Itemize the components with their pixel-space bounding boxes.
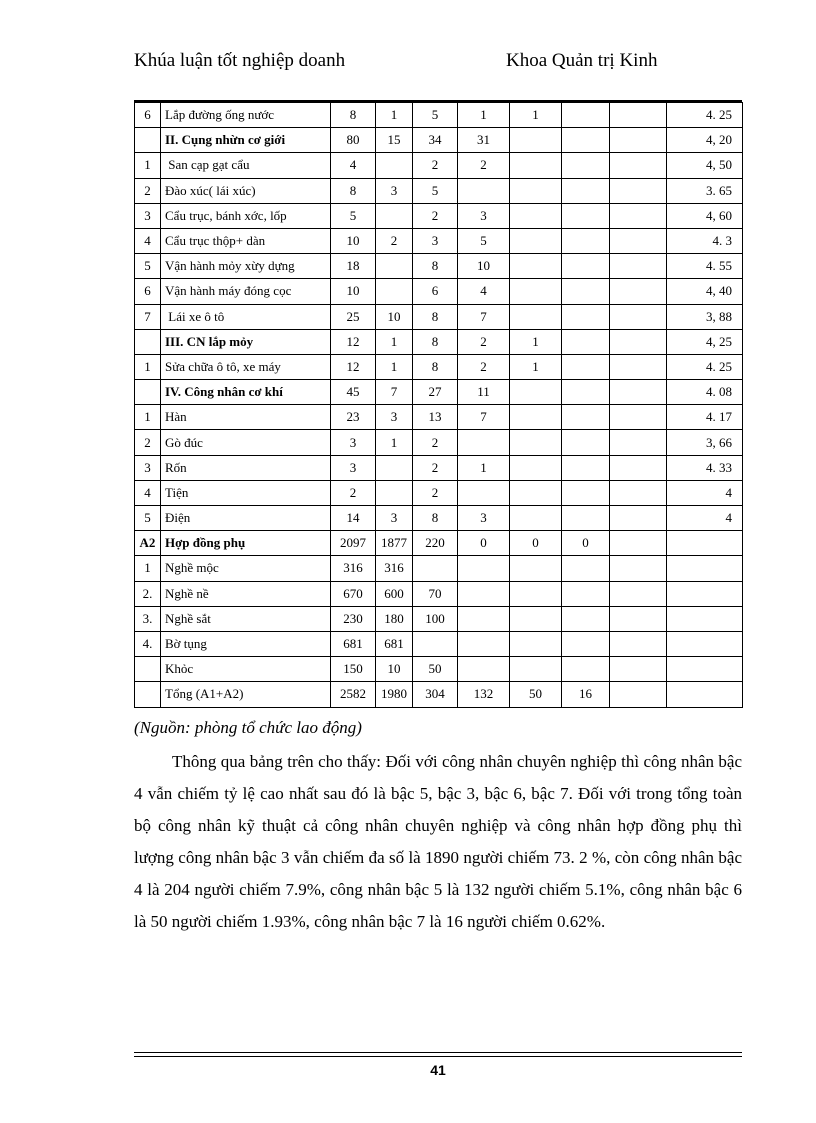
table-row xyxy=(135,203,743,228)
row-value-cell xyxy=(458,631,510,656)
row-name-cell: Cẩu trục thộp+ dàn xyxy=(161,228,331,253)
row-average-grade-cell: 4 xyxy=(667,506,743,531)
row-name-cell: Đào xúc( lái xúc) xyxy=(161,178,331,203)
row-value-cell: 7 xyxy=(458,405,510,430)
row-value-cell: 1 xyxy=(376,430,413,455)
row-number-cell: 2. xyxy=(135,581,161,606)
row-value-cell xyxy=(458,178,510,203)
row-value-cell: 1 xyxy=(458,103,510,128)
table-row xyxy=(135,304,743,329)
row-average-grade-cell: 4 xyxy=(667,480,743,505)
table-row xyxy=(135,354,743,379)
table-row xyxy=(135,178,743,203)
row-value-cell: 8 xyxy=(413,304,458,329)
row-average-grade-cell: 4. 33 xyxy=(667,455,743,480)
row-value-cell xyxy=(376,153,413,178)
row-value-cell xyxy=(458,556,510,581)
row-number-cell: 5 xyxy=(135,254,161,279)
row-value-cell xyxy=(562,430,610,455)
row-value-cell: 2097 xyxy=(331,531,376,556)
row-value-cell: 3 xyxy=(413,228,458,253)
row-value-cell: 1877 xyxy=(376,531,413,556)
row-value-cell: 1 xyxy=(510,354,562,379)
row-value-cell: 2 xyxy=(413,455,458,480)
row-number-cell: 2 xyxy=(135,178,161,203)
row-value-cell: 80 xyxy=(331,128,376,153)
row-value-cell: 681 xyxy=(376,631,413,656)
row-name-cell: Tiện xyxy=(161,480,331,505)
row-number-cell: 2 xyxy=(135,430,161,455)
row-value-cell xyxy=(510,430,562,455)
table-row xyxy=(135,531,743,556)
row-value-cell xyxy=(610,556,667,581)
row-number-cell: 5 xyxy=(135,506,161,531)
row-value-cell xyxy=(610,228,667,253)
row-value-cell xyxy=(562,657,610,682)
table-row xyxy=(135,329,743,354)
row-value-cell xyxy=(510,631,562,656)
row-value-cell xyxy=(510,304,562,329)
row-value-cell xyxy=(610,153,667,178)
row-value-cell xyxy=(510,279,562,304)
row-value-cell: 1 xyxy=(376,103,413,128)
row-value-cell: 304 xyxy=(413,682,458,707)
row-value-cell xyxy=(610,203,667,228)
row-name-cell: Gò đúc xyxy=(161,430,331,455)
row-name-cell: Nghề sắt xyxy=(161,606,331,631)
table-row xyxy=(135,455,743,480)
row-value-cell: 8 xyxy=(331,178,376,203)
row-value-cell: 132 xyxy=(458,682,510,707)
row-value-cell xyxy=(510,405,562,430)
row-value-cell xyxy=(510,380,562,405)
row-name-cell: Cẩu trục, bánh xớc, lốp xyxy=(161,203,331,228)
row-name-cell: Tổng (A1+A2) xyxy=(161,682,331,707)
row-value-cell xyxy=(458,480,510,505)
table-row xyxy=(135,506,743,531)
row-value-cell xyxy=(510,606,562,631)
row-value-cell xyxy=(458,581,510,606)
row-average-grade-cell: 4, 40 xyxy=(667,279,743,304)
table-row xyxy=(135,279,743,304)
row-name-cell: Hợp đồng phụ xyxy=(161,531,331,556)
row-value-cell xyxy=(610,581,667,606)
row-value-cell xyxy=(610,682,667,707)
row-value-cell xyxy=(610,128,667,153)
row-average-grade-cell: 4. 3 xyxy=(667,228,743,253)
row-value-cell: 34 xyxy=(413,128,458,153)
row-value-cell xyxy=(562,556,610,581)
row-average-grade-cell: 3, 88 xyxy=(667,304,743,329)
row-number-cell xyxy=(135,380,161,405)
row-value-cell xyxy=(562,203,610,228)
row-value-cell xyxy=(610,531,667,556)
table-row xyxy=(135,657,743,682)
row-average-grade-cell: 4. 25 xyxy=(667,354,743,379)
row-value-cell xyxy=(510,556,562,581)
row-value-cell xyxy=(458,606,510,631)
row-value-cell xyxy=(510,128,562,153)
row-number-cell: 3 xyxy=(135,455,161,480)
row-value-cell xyxy=(610,430,667,455)
row-value-cell xyxy=(562,279,610,304)
row-value-cell: 5 xyxy=(413,178,458,203)
row-value-cell xyxy=(510,455,562,480)
row-value-cell xyxy=(510,153,562,178)
row-name-cell: Vận hành mỏy xừy dựng xyxy=(161,254,331,279)
row-value-cell xyxy=(458,657,510,682)
table-row xyxy=(135,581,743,606)
row-number-cell: 6 xyxy=(135,279,161,304)
row-value-cell: 1 xyxy=(376,354,413,379)
row-value-cell: 1980 xyxy=(376,682,413,707)
row-value-cell xyxy=(562,103,610,128)
row-value-cell: 11 xyxy=(458,380,510,405)
row-average-grade-cell xyxy=(667,556,743,581)
table-row xyxy=(135,405,743,430)
row-value-cell: 8 xyxy=(413,254,458,279)
row-value-cell: 681 xyxy=(331,631,376,656)
row-average-grade-cell: 4, 50 xyxy=(667,153,743,178)
row-value-cell: 27 xyxy=(413,380,458,405)
table-row xyxy=(135,380,743,405)
row-value-cell: 3 xyxy=(376,506,413,531)
row-number-cell: 4 xyxy=(135,228,161,253)
worker-grade-table xyxy=(134,102,743,708)
row-value-cell xyxy=(376,480,413,505)
row-number-cell: 6 xyxy=(135,103,161,128)
table-row xyxy=(135,631,743,656)
row-value-cell: 45 xyxy=(331,380,376,405)
row-value-cell xyxy=(610,103,667,128)
row-average-grade-cell xyxy=(667,531,743,556)
row-average-grade-cell: 4, 25 xyxy=(667,329,743,354)
row-value-cell: 316 xyxy=(331,556,376,581)
row-number-cell xyxy=(135,329,161,354)
row-name-cell: II. Cụng nhừn cơ giới xyxy=(161,128,331,153)
row-value-cell xyxy=(562,354,610,379)
row-value-cell xyxy=(610,380,667,405)
row-value-cell xyxy=(562,329,610,354)
row-value-cell xyxy=(610,329,667,354)
row-value-cell xyxy=(562,581,610,606)
row-average-grade-cell: 4, 20 xyxy=(667,128,743,153)
row-value-cell: 5 xyxy=(458,228,510,253)
row-number-cell: 1 xyxy=(135,556,161,581)
row-value-cell xyxy=(610,631,667,656)
row-value-cell: 5 xyxy=(331,203,376,228)
row-average-grade-cell xyxy=(667,682,743,707)
row-value-cell: 670 xyxy=(331,581,376,606)
row-value-cell: 5 xyxy=(413,103,458,128)
table-row xyxy=(135,254,743,279)
row-average-grade-cell: 4. 55 xyxy=(667,254,743,279)
row-value-cell: 0 xyxy=(510,531,562,556)
running-header xyxy=(134,50,744,100)
row-value-cell: 0 xyxy=(458,531,510,556)
row-value-cell: 1 xyxy=(458,455,510,480)
row-value-cell: 3 xyxy=(376,178,413,203)
row-value-cell: 600 xyxy=(376,581,413,606)
row-name-cell: Lắp đường ống nước xyxy=(161,103,331,128)
row-number-cell: 4. xyxy=(135,631,161,656)
row-value-cell xyxy=(376,455,413,480)
row-value-cell xyxy=(610,480,667,505)
row-value-cell: 2582 xyxy=(331,682,376,707)
row-average-grade-cell: 4. 25 xyxy=(667,103,743,128)
row-value-cell: 2 xyxy=(331,480,376,505)
row-number-cell: 1 xyxy=(135,153,161,178)
row-value-cell: 0 xyxy=(562,531,610,556)
row-value-cell: 180 xyxy=(376,606,413,631)
row-value-cell: 2 xyxy=(413,203,458,228)
row-value-cell: 6 xyxy=(413,279,458,304)
row-name-cell: Điện xyxy=(161,506,331,531)
row-name-cell: Khỏc xyxy=(161,657,331,682)
row-number-cell: 4 xyxy=(135,480,161,505)
row-value-cell: 10 xyxy=(376,657,413,682)
row-value-cell: 18 xyxy=(331,254,376,279)
row-value-cell xyxy=(510,203,562,228)
row-number-cell: 7 xyxy=(135,304,161,329)
row-number-cell xyxy=(135,128,161,153)
row-value-cell: 150 xyxy=(331,657,376,682)
row-value-cell xyxy=(610,279,667,304)
row-value-cell xyxy=(413,631,458,656)
row-value-cell: 7 xyxy=(458,304,510,329)
row-value-cell xyxy=(562,128,610,153)
row-value-cell: 1 xyxy=(510,103,562,128)
row-value-cell: 3 xyxy=(458,506,510,531)
row-value-cell: 2 xyxy=(376,228,413,253)
row-average-grade-cell xyxy=(667,657,743,682)
header-left-text: Khúa luận tốt nghiệp doanh xyxy=(134,50,346,71)
row-number-cell: 3. xyxy=(135,606,161,631)
row-name-cell: Nghề mộc xyxy=(161,556,331,581)
row-value-cell: 4 xyxy=(458,279,510,304)
header-right-text: Khoa Quản trị Kinh xyxy=(506,50,658,71)
row-value-cell xyxy=(610,606,667,631)
row-value-cell xyxy=(562,405,610,430)
row-value-cell xyxy=(562,480,610,505)
row-value-cell: 10 xyxy=(458,254,510,279)
row-average-grade-cell xyxy=(667,631,743,656)
row-value-cell: 8 xyxy=(413,329,458,354)
row-value-cell: 2 xyxy=(413,430,458,455)
table-row xyxy=(135,128,743,153)
row-value-cell xyxy=(610,304,667,329)
row-average-grade-cell: 4, 60 xyxy=(667,203,743,228)
row-value-cell xyxy=(562,631,610,656)
row-value-cell xyxy=(562,606,610,631)
row-value-cell: 14 xyxy=(331,506,376,531)
row-value-cell: 3 xyxy=(331,455,376,480)
row-name-cell: Rốn xyxy=(161,455,331,480)
table-row xyxy=(135,480,743,505)
row-value-cell: 1 xyxy=(376,329,413,354)
row-value-cell: 2 xyxy=(413,153,458,178)
row-name-cell: Lái xe ô tô xyxy=(161,304,331,329)
table-row xyxy=(135,430,743,455)
row-average-grade-cell: 3, 66 xyxy=(667,430,743,455)
paragraph-text: Thông qua bảng trên cho thấy: Đối với công nhân chuyên nghiệp thì công nhân bậc 4 vẫn chiếm tỷ lệ cao nhất sau đó là bậc 5, bậc 3, bậc 6, bậc 7. Đối với trong tổng toàn bộ công nhân kỹ thuật cả công nhân chuyên nghiệp và công nhân hợp đồng phụ thì lượng công nhân bậc 3 vẫn chiếm đa số là 1890 người chiếm 73. 2 %, còn công nhân bậc 4 là 204 người chiếm 7.9%, công nhân bậc 5 là 132 người chiếm 5.1%, công nhân bậc 6 là 50 người chiếm 1.93%, công nhân bậc 7 là 16 người chiếm 0.62%. xyxy=(134,752,742,931)
row-value-cell xyxy=(562,380,610,405)
row-value-cell xyxy=(562,455,610,480)
row-value-cell: 10 xyxy=(331,228,376,253)
row-average-grade-cell xyxy=(667,581,743,606)
row-average-grade-cell: 4. 08 xyxy=(667,380,743,405)
row-value-cell: 23 xyxy=(331,405,376,430)
row-value-cell: 230 xyxy=(331,606,376,631)
row-value-cell xyxy=(510,581,562,606)
table-row xyxy=(135,153,743,178)
row-name-cell: Hàn xyxy=(161,405,331,430)
row-average-grade-cell xyxy=(667,606,743,631)
row-value-cell xyxy=(458,430,510,455)
row-value-cell: 31 xyxy=(458,128,510,153)
row-value-cell xyxy=(413,556,458,581)
row-value-cell xyxy=(510,178,562,203)
row-value-cell xyxy=(610,254,667,279)
row-value-cell: 2 xyxy=(458,153,510,178)
row-value-cell xyxy=(376,279,413,304)
row-number-cell: 1 xyxy=(135,405,161,430)
row-value-cell: 1 xyxy=(510,329,562,354)
row-name-cell: IV. Công nhân cơ khí xyxy=(161,380,331,405)
table-row xyxy=(135,103,743,128)
footer-rule xyxy=(134,1052,742,1053)
row-name-cell: Nghề nề xyxy=(161,581,331,606)
row-value-cell xyxy=(610,178,667,203)
table-body xyxy=(135,103,743,708)
row-value-cell: 8 xyxy=(413,506,458,531)
row-value-cell: 12 xyxy=(331,354,376,379)
row-value-cell: 4 xyxy=(331,153,376,178)
row-value-cell: 3 xyxy=(331,430,376,455)
row-value-cell xyxy=(610,506,667,531)
row-value-cell xyxy=(562,254,610,279)
row-value-cell xyxy=(562,228,610,253)
table-row xyxy=(135,606,743,631)
row-value-cell xyxy=(510,228,562,253)
row-value-cell: 3 xyxy=(376,405,413,430)
row-value-cell: 2 xyxy=(458,329,510,354)
row-value-cell xyxy=(510,657,562,682)
row-value-cell: 13 xyxy=(413,405,458,430)
row-value-cell xyxy=(510,480,562,505)
row-value-cell: 7 xyxy=(376,380,413,405)
row-value-cell xyxy=(610,405,667,430)
row-value-cell: 8 xyxy=(331,103,376,128)
row-value-cell: 50 xyxy=(510,682,562,707)
row-value-cell xyxy=(610,455,667,480)
row-value-cell: 316 xyxy=(376,556,413,581)
row-number-cell: 1 xyxy=(135,354,161,379)
row-value-cell xyxy=(376,203,413,228)
row-value-cell xyxy=(510,254,562,279)
row-average-grade-cell: 3. 65 xyxy=(667,178,743,203)
row-value-cell: 100 xyxy=(413,606,458,631)
row-value-cell xyxy=(376,254,413,279)
row-name-cell: San cạp gạt cẩu xyxy=(161,153,331,178)
row-value-cell xyxy=(510,506,562,531)
row-value-cell: 8 xyxy=(413,354,458,379)
row-value-cell xyxy=(562,304,610,329)
row-name-cell: Sửa chữa ô tô, xe máy xyxy=(161,354,331,379)
row-value-cell xyxy=(610,657,667,682)
row-value-cell: 25 xyxy=(331,304,376,329)
row-value-cell xyxy=(562,506,610,531)
row-number-cell: A2 xyxy=(135,531,161,556)
row-value-cell: 12 xyxy=(331,329,376,354)
table-row xyxy=(135,682,743,707)
row-name-cell: III. CN lắp mỏy xyxy=(161,329,331,354)
row-name-cell: Vận hành máy đóng cọc xyxy=(161,279,331,304)
row-value-cell: 2 xyxy=(413,480,458,505)
row-value-cell: 2 xyxy=(458,354,510,379)
row-number-cell xyxy=(135,657,161,682)
row-value-cell xyxy=(562,178,610,203)
row-number-cell xyxy=(135,682,161,707)
row-number-cell: 3 xyxy=(135,203,161,228)
row-average-grade-cell: 4. 17 xyxy=(667,405,743,430)
row-value-cell: 15 xyxy=(376,128,413,153)
row-value-cell: 220 xyxy=(413,531,458,556)
row-value-cell xyxy=(610,354,667,379)
row-value-cell: 16 xyxy=(562,682,610,707)
table-row xyxy=(135,556,743,581)
row-value-cell: 10 xyxy=(376,304,413,329)
row-value-cell: 3 xyxy=(458,203,510,228)
row-value-cell xyxy=(562,153,610,178)
table-source-note: (Nguồn: phòng tổ chức lao động) xyxy=(134,718,362,737)
page-number: 41 xyxy=(430,1062,446,1078)
table-row xyxy=(135,228,743,253)
row-name-cell: Bờ tụng xyxy=(161,631,331,656)
footer-rule-thin xyxy=(134,1056,742,1057)
body-paragraph xyxy=(134,746,742,938)
row-value-cell: 70 xyxy=(413,581,458,606)
row-value-cell: 10 xyxy=(331,279,376,304)
row-value-cell: 50 xyxy=(413,657,458,682)
